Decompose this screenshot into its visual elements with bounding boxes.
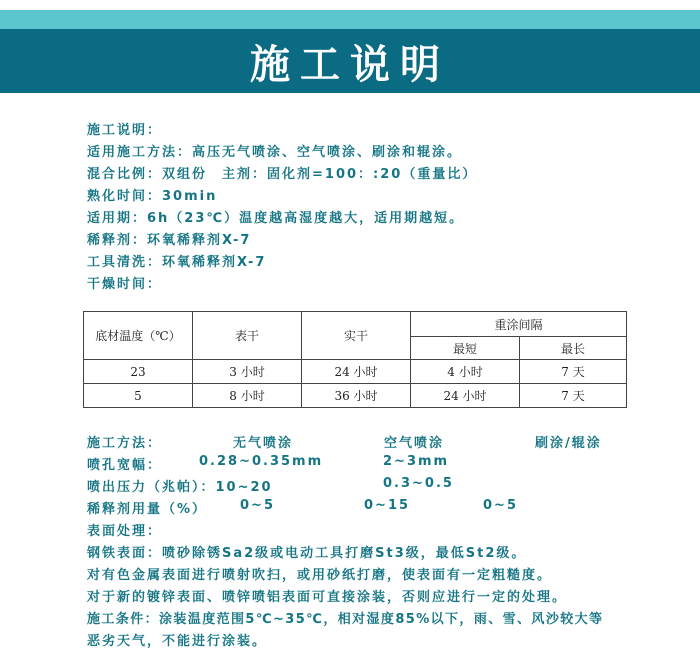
pressure-label: 喷出压力（兆帕）：10~20 xyxy=(87,480,273,495)
table-cell: 24 小时 xyxy=(302,360,411,384)
intro-line: 混合比例：双组份 主剂：固化剂=100：:20（重量比） xyxy=(87,167,478,182)
intro-line: 施工说明： xyxy=(87,123,163,138)
table-cell: 4 小时 xyxy=(411,360,520,384)
surface-line: 对有色金属表面进行喷射吹扫，或用砂纸打磨，使表面有一定粗糙度。 xyxy=(87,568,553,583)
header-bar xyxy=(0,29,700,93)
table-cell: 5 xyxy=(84,384,193,408)
header-surface-dry: 表干 xyxy=(193,312,302,360)
thinner-air: 0~15 xyxy=(364,498,411,513)
surface-line: 表面处理： xyxy=(87,524,163,539)
table-row xyxy=(84,384,627,408)
intro-line: 适用期：6h（23℃）温度越高湿度越大，适用期越短。 xyxy=(87,211,465,226)
surface-line: 对于新的镀锌表面、喷锌喷铝表面可直接涂装，否则应进行一定的处理。 xyxy=(87,590,568,605)
header-band xyxy=(0,10,700,92)
methods-label: 施工方法： xyxy=(87,436,163,451)
thinner-label: 稀释剂用量（%） xyxy=(87,502,208,517)
pressure-air: 0.3~0.5 xyxy=(383,476,454,491)
table-cell: 7 天 xyxy=(520,360,627,384)
table-cell: 24 小时 xyxy=(411,384,520,408)
thinner-airless: 0~5 xyxy=(240,498,275,513)
header-max: 最长 xyxy=(520,337,627,360)
header-recoat-interval: 重涂间隔 xyxy=(411,312,627,337)
drying-time-table xyxy=(83,311,627,408)
intro-line: 熟化时间：30min xyxy=(87,189,218,204)
intro-line: 工具清洗：环氧稀释剂X-7 xyxy=(87,255,267,270)
method-airless: 无气喷涂 xyxy=(233,436,294,451)
table-cell: 7 天 xyxy=(520,384,627,408)
page-title: 施工说明 xyxy=(250,41,450,88)
surface-line: 恶劣天气，不能进行涂装。 xyxy=(87,634,268,649)
header-min: 最短 xyxy=(411,337,520,360)
intro-line: 适用施工方法：高压无气喷涂、空气喷涂、刷涂和辊涂。 xyxy=(87,145,463,160)
surface-line: 钢铁表面：喷砂除锈Sa2级或电动工具打磨St3级，最低St2级。 xyxy=(87,546,527,561)
header-hard-dry: 实干 xyxy=(302,312,411,360)
header-substrate-temp: 底材温度（℃） xyxy=(84,312,193,360)
intro-line: 稀释剂：环氧稀释剂X-7 xyxy=(87,233,252,248)
method-air: 空气喷涂 xyxy=(384,436,445,451)
nozzle-airless: 0.28~0.35mm xyxy=(199,454,324,469)
surface-line: 施工条件：涂装温度范围5℃~35℃，相对湿度85%以下，雨、雪、风沙较大等 xyxy=(87,612,604,627)
nozzle-air: 2~3mm xyxy=(383,454,450,469)
table-cell: 23 xyxy=(84,360,193,384)
table-cell: 3 小时 xyxy=(193,360,302,384)
table-cell: 36 小时 xyxy=(302,384,411,408)
thinner-brush: 0~5 xyxy=(483,498,518,513)
table-row xyxy=(84,360,627,384)
table-cell: 8 小时 xyxy=(193,384,302,408)
method-brush-roller: 刷涂/辊涂 xyxy=(535,436,602,451)
nozzle-label: 喷孔宽幅： xyxy=(87,458,163,473)
intro-line: 干燥时间： xyxy=(87,277,163,292)
